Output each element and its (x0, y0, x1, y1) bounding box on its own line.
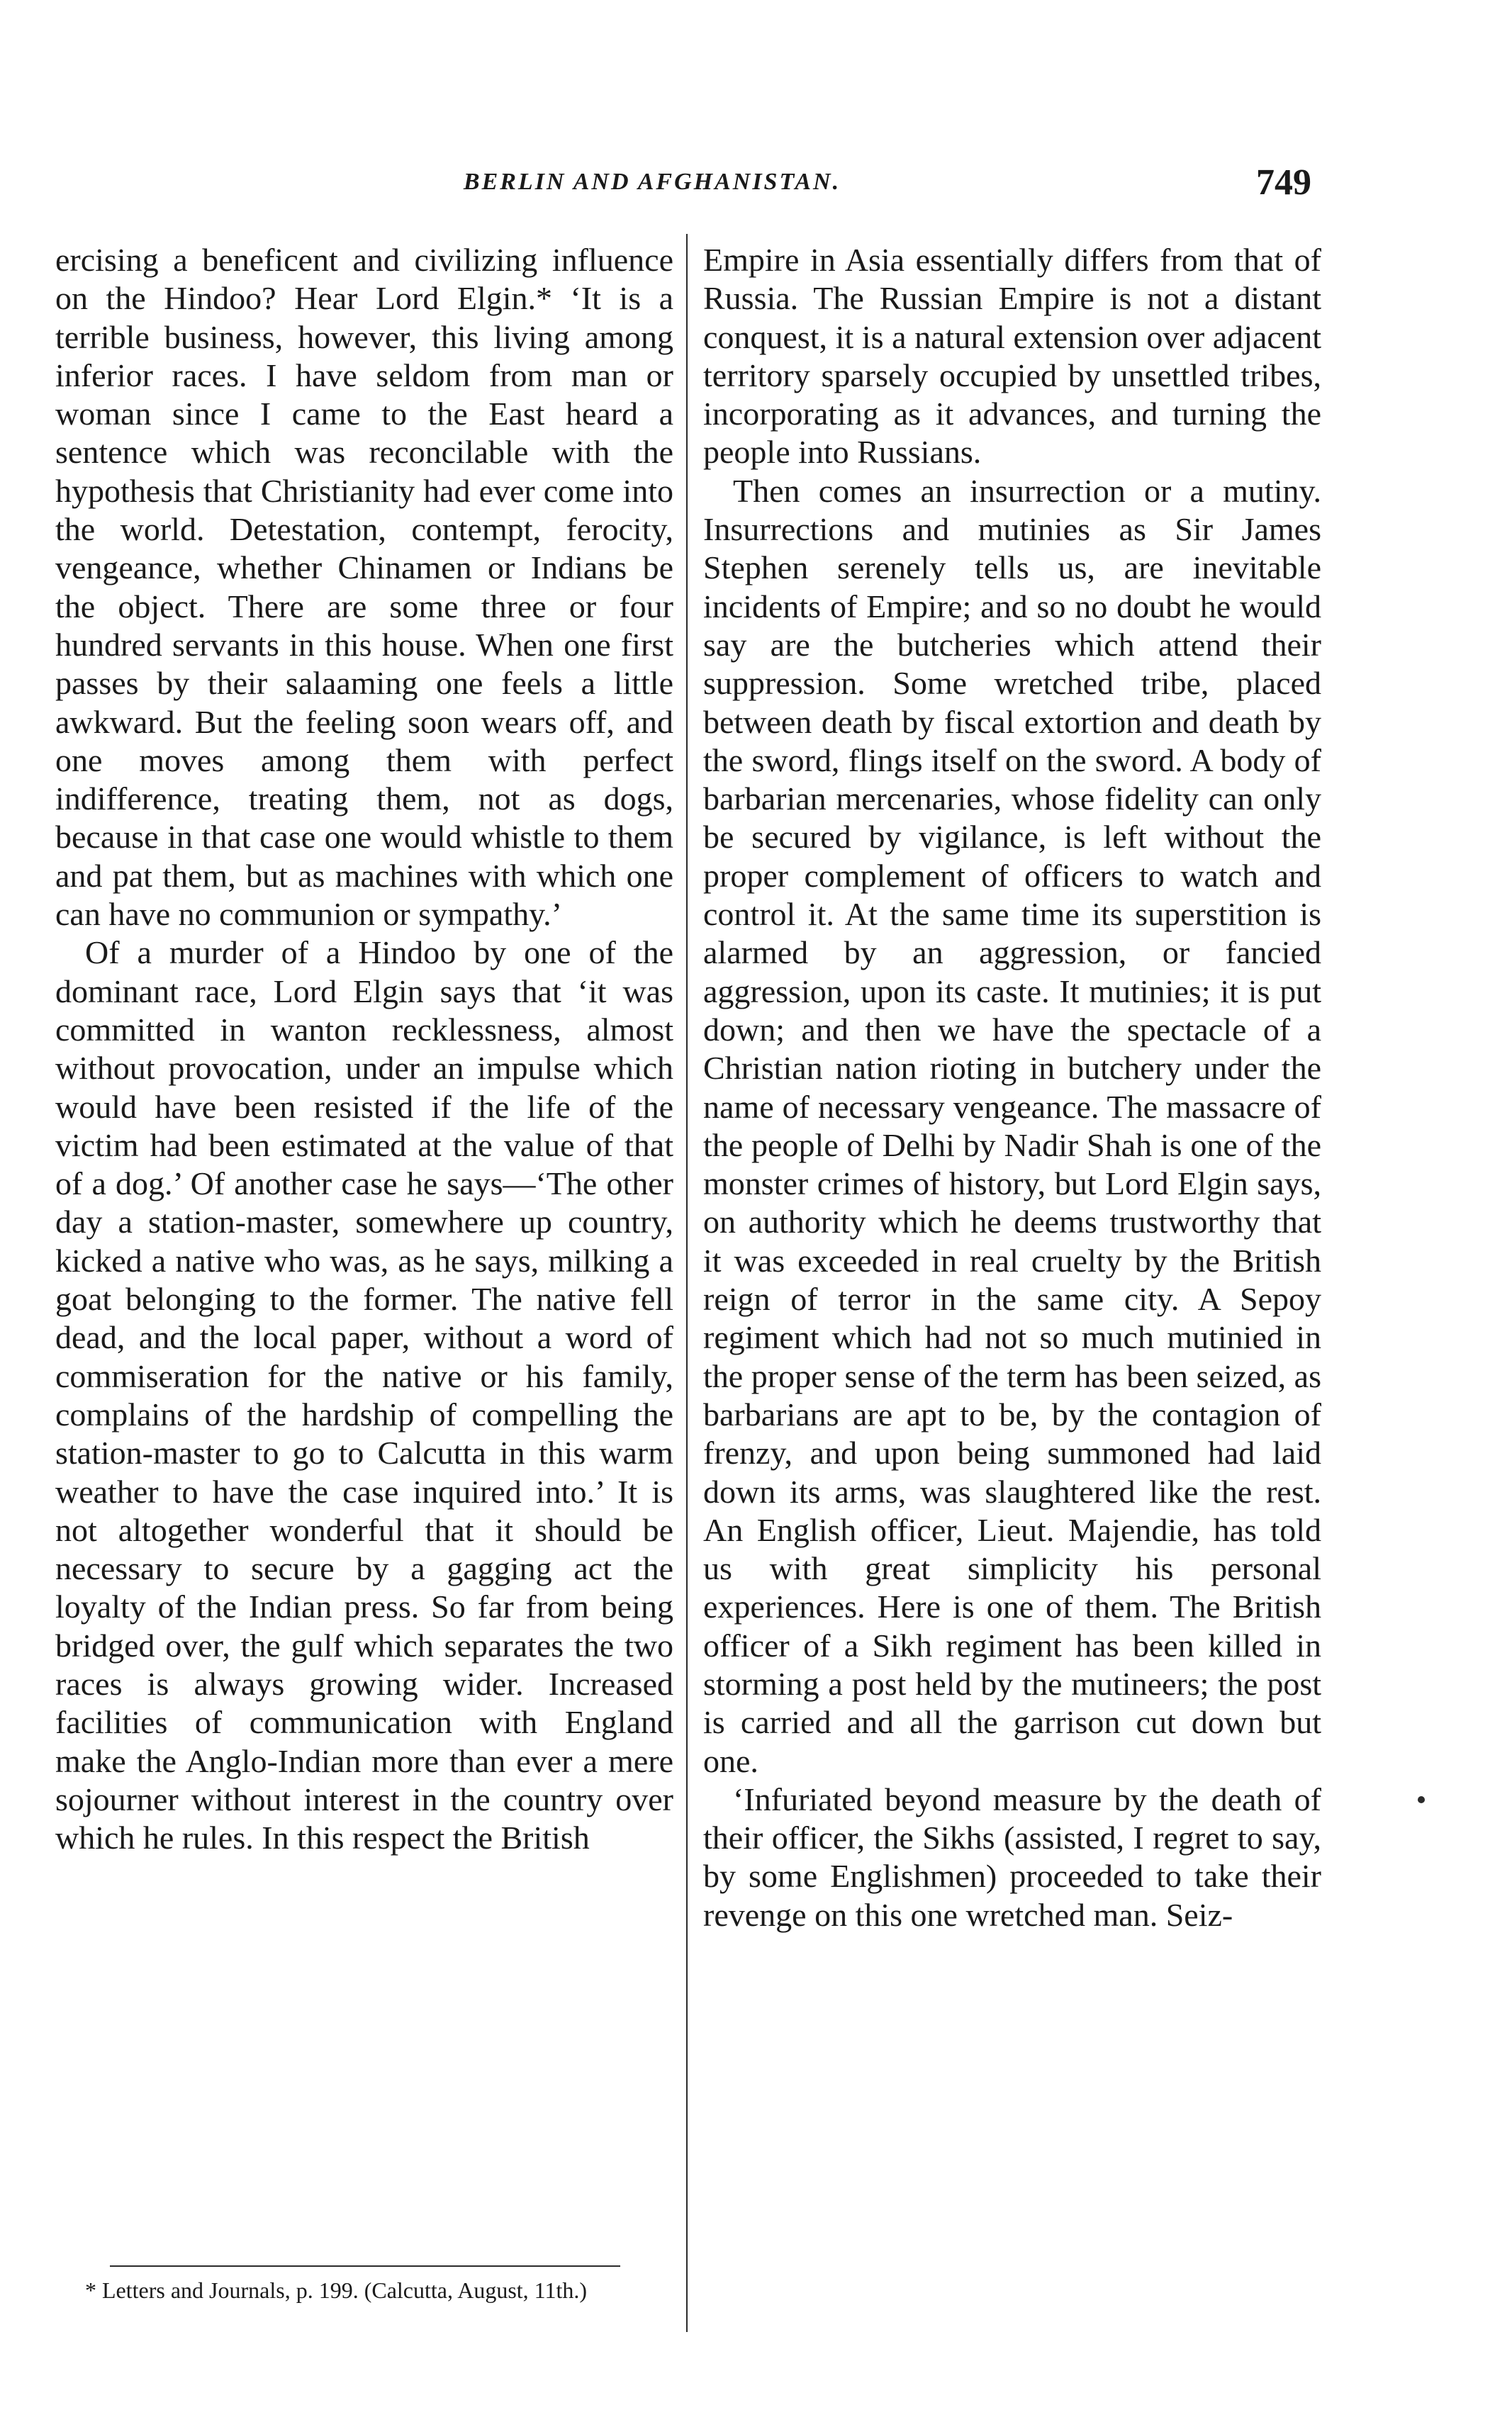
right-column (703, 241, 1321, 1934)
right-paragraph-1: Empire in Asia essentially differs from that of Russia. The Russian Empire is not a distant conquest, it is a natural extension over adjacent territory sparsely occupied by unsettled tribes, incorporating as it advances, and turning the people into Russians. (703, 242, 1321, 471)
left-column (55, 241, 673, 1857)
column-divider (686, 234, 688, 2332)
printing-mark (1418, 1796, 1425, 1803)
running-title: BERLIN AND AFGHANISTAN. (463, 169, 841, 195)
footnote-divider (110, 2265, 620, 2267)
right-paragraph-2: Then comes an insurrection or a mutiny. Insurrections and mutinies as Sir James Stephen serenely tells us, are inevitable incidents of Empire; and so no doubt he would say are the butcheries which attend their suppression. Some wretched tribe, placed between death by fiscal extortion and death by the sword, flings itself on the sword. A body of barbarian mercenaries, whose fidelity can only be secured by vigilance, is left without the proper complement of officers to watch and control it. At the same time its superstition is alarmed by an aggression, or fancied aggression, upon its caste. It mutinies; it is put down; and then we have the spectacle of a Christian nation rioting in butchery under the name of necessary vengeance. The massacre of the people of Delhi by Nadir Shah is one of the monster crimes of history, but Lord Elgin says, on authority which he deems trustworthy that it was exceeded in real cruelty by the British reign of terror in the same city. A Sepoy regiment which had not so much mutinied in the proper sense of the term has been seized, as barbarians are apt to be, by the contagion of frenzy, and upon being summoned had laid down its arms, was slaughtered like the rest. An English officer, Lieut. Majendie, has told us with great simplicity his personal experiences. Here is one of them. The British officer of a Sikh regiment has been killed in storming a post held by the mutineers; the post is carried and all the garrison cut down but one. (703, 472, 1321, 1779)
right-paragraph-3: ‘Infuriated beyond measure by the death of their officer, the Sikhs (assisted, I regret to say, by some Englishmen) proceeded to take their revenge on this one wretched man. Seiz- (703, 1781, 1321, 1933)
left-paragraph-1: ercising a beneficent and civilizing influence on the Hindoo? Hear Lord Elgin.* ‘It is a terrible business, however, this living among inferior races. I have seldom from man or woman since I came to the East heard a sentence which was reconcilable with the hypothesis that Christianity had ever come into the world. Detestation, contempt, ferocity, vengeance, whether Chinamen or Indians be the object. There are some three or four hundred servants in this house. When one first passes by their salaaming one feels a little awkward. But the feeling soon wears off, and one moves among them with perfect indifference, treating them, not as dogs, because in that case one would whistle to them and pat them, but as machines with which one can have no communion or sympathy.’ (55, 242, 673, 933)
footnote: * Letters and Journals, p. 199. (Calcutta, August, 11th.) (85, 2277, 588, 2303)
page-number: 749 (1256, 162, 1311, 203)
left-paragraph-2: Of a murder of a Hindoo by one of the dominant race, Lord Elgin says that ‘it was committed in wanton recklessness, almost without provocation, under an impulse which would have been resisted if the life of the victim had been estimated at the value of that of a dog.’ Of another case he says—‘The other day a station-master, somewhere up country, kicked a native who was, as he says, milking a goat belonging to the former. The native fell dead, and the local paper, without a word of commiseration for the native or his family, complains of the hardship of compelling the station-master to go to Calcutta in this warm weather to have the case inquired into.’ It is not altogether wonderful that it should be necessary to secure by a gagging act the loyalty of the Indian press. So far from being bridged over, the gulf which separates the two races is always growing wider. Increased facilities of communication with England make the Anglo-Indian more than ever a mere sojourner without interest in the country over which he rules. In this respect the British (55, 934, 673, 1856)
